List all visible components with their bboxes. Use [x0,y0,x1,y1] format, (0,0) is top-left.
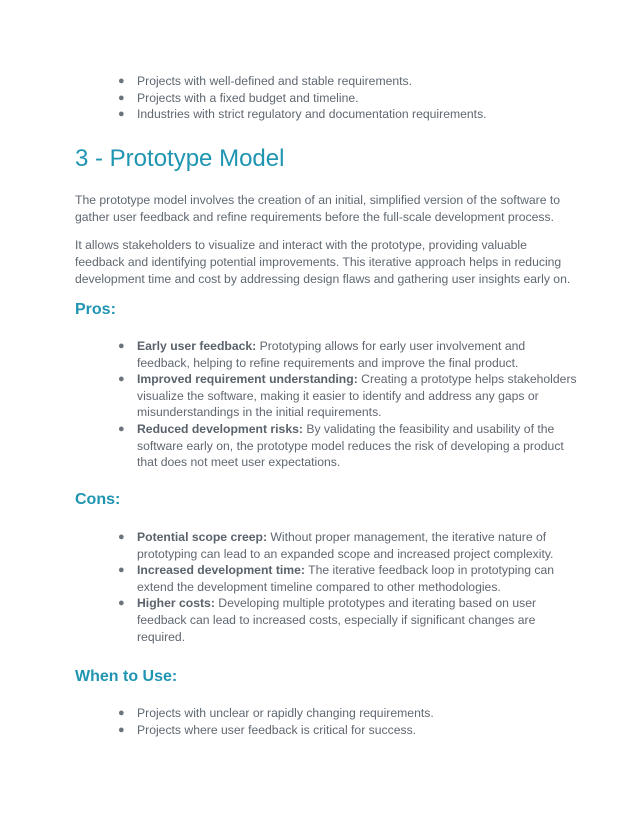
list-item: ● Industries with strict regulatory and documentation requirements. [118,107,487,122]
list-item [118,421,577,471]
section-title: 3 - Prototype Model [75,145,285,172]
list-item-term: Potential scope creep: [137,530,268,544]
list-item-text: Prototyping allows for early user involvement and feedback, helping to refine requirements and improve the final product. [137,339,526,370]
list-item [118,371,577,421]
bullet-icon: ● [118,422,125,435]
list-item: ● Projects with well-defined and stable requirements. [118,74,413,88]
list-item-text: Developing multiple prototypes and iterating based on user feedback can lead to increased costs, especially if significant changes are required. [137,596,537,644]
pros-list [118,338,577,471]
bullet-icon: ● [118,108,125,121]
list-item-term: Increased development time: [137,563,305,578]
bullet-icon: ● [118,564,125,577]
list-item-text: Without proper management, the iterative nature of prototyping can lead to an expanded scope and increased project complexity. [137,530,554,561]
paragraph-details: It allows stakeholders to visualize and interact with the prototype, providing valuable feedback and identifying potential improvements. This iterative approach helps in reducing development time and cost by addressing design flaws and gathering user insights early on. [75,238,571,286]
pros-heading: Pros: [75,301,116,318]
list-item [118,338,577,371]
list-item: ● Projects with a fixed budget and timeline. [118,90,359,105]
bullet-icon: ● [118,340,125,352]
list-item-term: Improved requirement understanding: [137,372,358,387]
list-item [118,595,577,645]
list-item-term: Higher costs: [137,596,215,611]
bullet-icon: ● [118,723,125,736]
bullet-icon: ● [118,707,125,719]
bullet-icon: ● [118,597,125,610]
bullet-icon: ● [118,531,125,543]
list-item: ● Projects where user feedback is critical for success. [118,722,417,737]
list-item-term: Early user feedback: [137,339,257,353]
cons-heading: Cons: [75,491,121,508]
intro-list [118,73,577,123]
paragraph-intro: The prototype model involves the creation of an initial, simplified version of the software to gather user feedback and refine requirements before the full-scale development process. [75,193,561,224]
list-item: ● Projects with unclear or rapidly changing requirements. [118,706,434,720]
bullet-icon: ● [118,373,125,386]
list-item [118,562,577,595]
list-item-text: The iterative feedback loop in prototyping can extend the development timeline compared to other methodologies. [137,563,555,594]
list-item-text: Creating a prototype helps stakeholders visualize the software, making it easier to identify and address any gaps or misunderstandings in the initial requirements. [137,372,577,420]
when-to-use-list [118,705,577,738]
list-item [118,529,577,562]
cons-list [118,529,577,645]
bullet-icon: ● [118,91,125,104]
list-item-text: By validating the feasibility and usability of the software early on, the prototype model reduces the risk of developing a product that does not meet user expectations. [137,421,564,470]
when-to-use-heading: When to Use: [75,668,178,685]
bullet-icon: ● [118,75,125,87]
list-item-term: Reduced development risks: [137,421,303,436]
